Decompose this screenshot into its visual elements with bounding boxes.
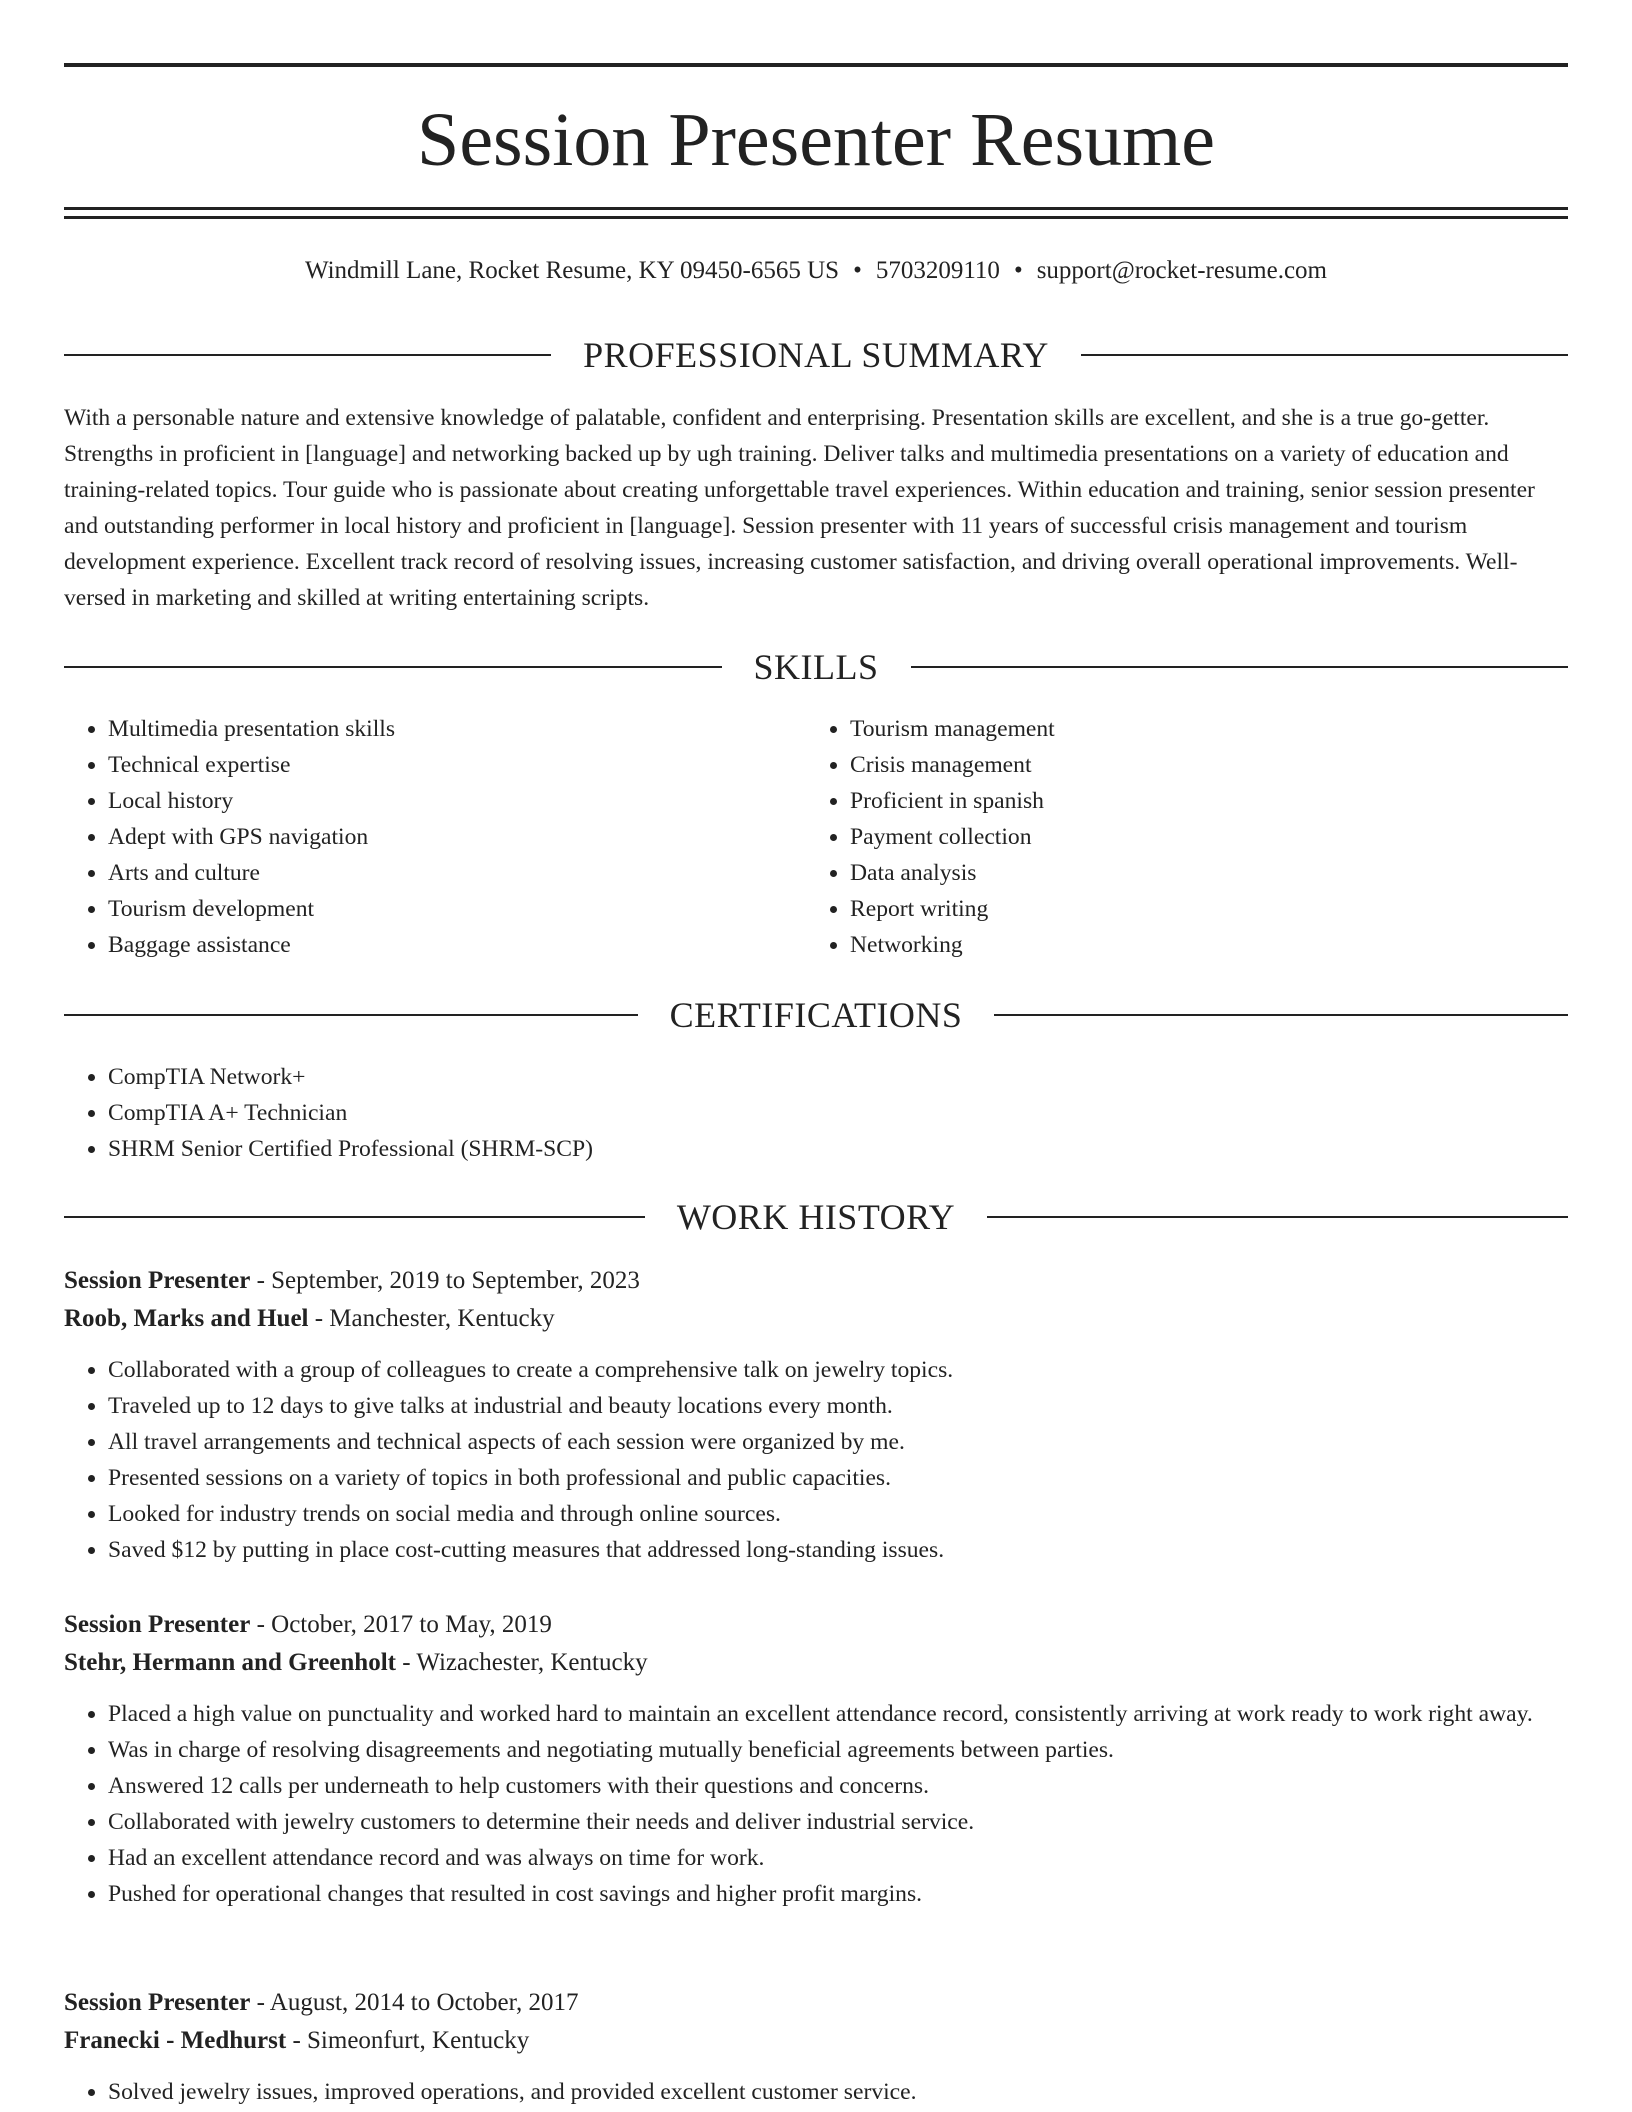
section-header-summary — [64, 333, 1568, 377]
job-company-line — [64, 1644, 1568, 1682]
section-header-work — [64, 1195, 1568, 1239]
skill-item: • Payment collection — [850, 819, 1506, 855]
certifications-list — [64, 1059, 1568, 1167]
skill-item: • Tourism development — [108, 891, 764, 927]
job-title-line — [64, 1262, 1568, 1300]
certification-item: • SHRM Senior Certified Professional (SHRM-SCP) — [108, 1131, 1568, 1167]
section-rule — [1081, 354, 1568, 356]
section-title-summary: PROFESSIONAL SUMMARY — [583, 335, 1049, 375]
job-title: Session Presenter — [64, 1267, 251, 1294]
job-bullet: • Was in charge of resolving disagreements and negotiating mutually beneficial agreements between parties. — [108, 1732, 1568, 1768]
skills-column-left — [64, 711, 764, 963]
skill-item: • Technical expertise — [108, 747, 764, 783]
job-location: - Simeonfurt, Kentucky — [292, 2027, 530, 2054]
job-company: Stehr, Hermann and Greenholt — [64, 1649, 396, 1676]
job-bullet: • Solved jewelry issues, improved operations, and provided excellent customer service. — [108, 2074, 1568, 2110]
job-bullet: • Had an excellent attendance record and was always on time for work. — [108, 1840, 1568, 1876]
section-title-work: WORK HISTORY — [676, 1197, 956, 1237]
job-company-line — [64, 1300, 1568, 1338]
job-bullet: • Saved $12 by putting in place cost-cutting measures that addressed long-standing issues. — [108, 1532, 1568, 1568]
job-bullet: • Collaborated with a group of colleagues to create a comprehensive talk on jewelry topics. — [108, 1352, 1568, 1388]
job-bullet: • Answered 12 calls per underneath to help customers with their questions and concerns. — [108, 1768, 1568, 1804]
skill-item: • Networking — [850, 927, 1506, 963]
job-bullet: • Looked for industry trends on social media and through online sources. — [108, 1496, 1568, 1532]
skill-item: • Proficient in spanish — [850, 783, 1506, 819]
section-title-skills: SKILLS — [753, 647, 879, 687]
job-dates: - October, 2017 to May, 2019 — [256, 1611, 552, 1638]
job-dates: - August, 2014 to October, 2017 — [256, 1989, 579, 2016]
summary-text: With a personable nature and extensive knowledge of palatable, confident and enterprising. Presentation skills are excellent, and she is a true go-getter. Strengths in proficient in [language] and networking backed up by ugh training. Deliver talks and multimedia presentations on a variety of education and training-related topics. Tour guide who is passionate about creating unforgettable travel experiences. Within education and training, senior session presenter and outstanding performer in local history and proficient in [language]. Session presenter with 11 years of successful crisis management and tourism development experience. Excellent track record of resolving issues, increasing customer satisfaction, and driving overall operational improvements. Well-versed in marketing and skilled at writing entertaining scripts. — [64, 405, 1535, 611]
skill-item: • Tourism management — [850, 711, 1506, 747]
job-bullet: • Placed a high value on punctuality and worked hard to maintain an excellent attendance record, consistently arriving at work ready to work right away. — [108, 1696, 1568, 1732]
contact-email: support@rocket-resume.com — [1036, 257, 1327, 284]
top-rule — [64, 63, 1568, 67]
job-title-line — [64, 1606, 1568, 1644]
section-title-certifications: CERTIFICATIONS — [669, 995, 963, 1035]
job-entry — [64, 1262, 1568, 1568]
job-bullets — [64, 1696, 1568, 1912]
job-bullet: • Traveled up to 12 days to give talks at industrial and beauty locations every month. — [108, 1388, 1568, 1424]
skills-list-left — [64, 711, 764, 963]
skill-item: • Multimedia presentation skills — [108, 711, 764, 747]
job-title-line — [64, 1984, 1568, 2022]
contact-line — [64, 253, 1568, 289]
job-company: Franecki - Medhurst — [64, 2027, 287, 2054]
section-rule — [987, 1216, 1568, 1218]
skills-column-right — [806, 711, 1506, 963]
section-rule — [64, 1014, 638, 1016]
contact-phone: 5703209110 — [875, 257, 1000, 284]
section-rule — [911, 666, 1569, 668]
job-bullet: • Pushed for operational changes that resulted in cost savings and higher profit margins. — [108, 1876, 1568, 1912]
section-header-certifications — [64, 993, 1568, 1037]
job-bullet: • Presented sessions on a variety of topics in both professional and public capacities. — [108, 1460, 1568, 1496]
skill-item: • Local history — [108, 783, 764, 819]
skill-item: • Report writing — [850, 891, 1506, 927]
section-rule — [994, 1014, 1568, 1016]
contact-address: Windmill Lane, Rocket Resume, KY 09450-6565 US — [304, 257, 840, 284]
resume-title: Session Presenter Resume — [417, 98, 1215, 182]
skill-item: • Crisis management — [850, 747, 1506, 783]
certifications-block — [64, 1059, 1568, 1167]
section-header-skills — [64, 645, 1568, 689]
job-company: Roob, Marks and Huel — [64, 1305, 309, 1332]
job-dates: - September, 2019 to September, 2023 — [256, 1267, 640, 1294]
job-entry — [64, 1606, 1568, 1912]
skill-item: • Data analysis — [850, 855, 1506, 891]
certification-item: • CompTIA A+ Technician — [108, 1095, 1568, 1131]
double-rule — [64, 207, 1568, 219]
skills-list-right — [806, 711, 1506, 963]
section-rule — [64, 1216, 645, 1218]
job-entry — [64, 1984, 1568, 2110]
job-company-line — [64, 2022, 1568, 2060]
skill-item: • Adept with GPS navigation — [108, 819, 764, 855]
certification-item: • CompTIA Network+ — [108, 1059, 1568, 1095]
job-title: Session Presenter — [64, 1989, 251, 2016]
job-location: - Manchester, Kentucky — [314, 1305, 555, 1332]
contact-separator: • — [853, 257, 862, 284]
job-title: Session Presenter — [64, 1611, 251, 1638]
job-bullets — [64, 1352, 1568, 1568]
skill-item: • Baggage assistance — [108, 927, 764, 963]
job-bullet: • All travel arrangements and technical aspects of each session were organized by me. — [108, 1424, 1568, 1460]
skill-item: • Arts and culture — [108, 855, 764, 891]
contact-separator: • — [1013, 257, 1023, 284]
job-bullets — [64, 2074, 1568, 2110]
section-rule — [64, 354, 551, 356]
job-bullet: • Collaborated with jewelry customers to determine their needs and deliver industrial service. — [108, 1804, 1568, 1840]
job-location: - Wizachester, Kentucky — [402, 1649, 648, 1676]
section-rule — [64, 666, 722, 668]
